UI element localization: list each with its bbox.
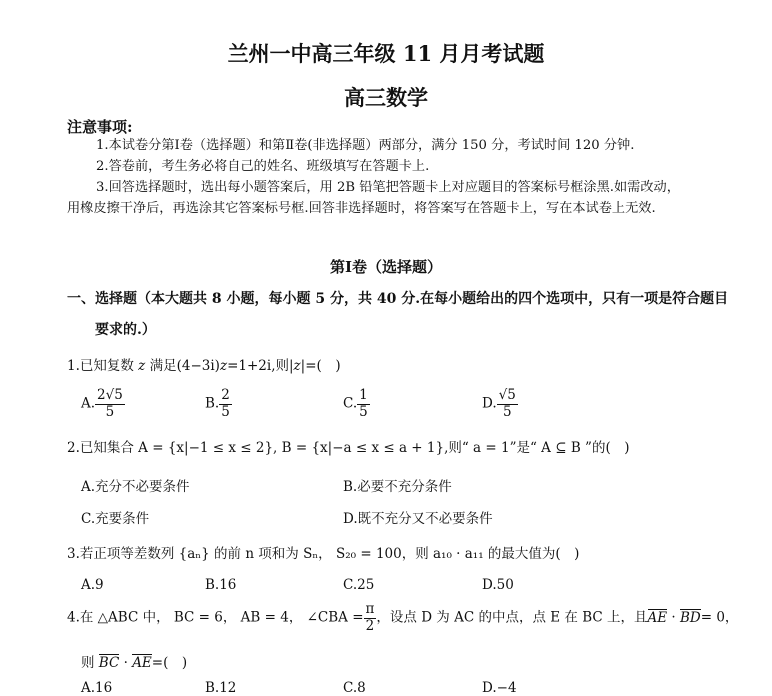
q4-option-d: D.−4: [482, 680, 517, 696]
q4-option-b: B.12: [205, 680, 237, 696]
notice-item-1: 1.本试卷分第Ⅰ卷（选择题）和第Ⅱ卷(非选择题）两部分，满分 150 分，考试时间 120 分钟.: [96, 138, 635, 153]
q3-option-c: C.25: [343, 577, 375, 593]
q1-option-a: A. $\frac{2√5}{5}$: [81, 387, 123, 420]
q2-option-d: D.既不充分又不必要条件: [343, 511, 493, 527]
q3-option-d: D.50: [482, 577, 514, 593]
notice-item-2: 2.答卷前，考生务必将自己的姓名、班级填写在答题卡上.: [96, 159, 430, 174]
notice-item-3: 3.回答选择题时，选出每小题答案后，用 2B 铅笔把答题卡上对应题目的答案标号框涂黑.如需改动，: [96, 180, 680, 195]
q2-option-b: B.必要不充分条件: [343, 479, 452, 495]
section-title: 第Ⅰ卷（选择题）: [329, 258, 443, 276]
exam-title: 兰州一中高三年级 11 月月考试题: [227, 41, 545, 66]
q3-option-b: B.16: [205, 577, 237, 593]
q1-option-b: B. $\frac{2}{5}$: [205, 387, 230, 420]
exam-subject: 高三数学: [344, 85, 428, 110]
q2-option-c: C.充要条件: [81, 511, 150, 527]
q4-option-c: C.8: [343, 680, 366, 696]
question-4: 4.在 △ABC 中， BC = 6， AB = 4， ∠CBA = $\frac{\pi}{2}$ ，设点 D 为 AC 的中点，点 E 在 BC 上，且AE · BD= 0，: [67, 601, 739, 634]
question-4-cont: 则 BC · AE=( ): [81, 655, 188, 671]
q2-option-a: A.充分不必要条件: [81, 479, 190, 495]
q4-option-a: A.16: [81, 680, 113, 696]
question-2: 2.已知集合 A = {x|−1 ≤ x ≤ 2}, B = {x|−a ≤ x ≤ a + 1},则“ a = 1”是“ A ⊆ B ”的( ): [67, 440, 630, 456]
q1-option-c: C. $\frac{1}{5}$: [343, 387, 368, 420]
part-instructions-cont: 要求的.）: [95, 322, 156, 338]
question-3: 3.若正项等差数列 {aₙ} 的前 n 项和为 Sₙ， S₂₀ = 100，则 a₁₀ · a₁₁ 的最大值为( ): [67, 546, 580, 562]
part-instructions: 一、选择题（本大题共 8 小题，每小题 5 分，共 40 分.在每小题给出的四个选项中，只有一项是符合题目: [67, 291, 729, 307]
q1-option-d: D. $\frac{√5}{5}$: [482, 387, 516, 420]
q3-option-a: A.9: [81, 577, 104, 593]
question-1: 1.已知复数 z 满足(4−3i)z=1+2i,则|z|=( ): [67, 358, 341, 374]
notice-heading: 注意事项:: [67, 118, 133, 136]
notice-item-3-cont: 用橡皮擦干净后，再选涂其它答案标号框.回答非选择题时，将答案写在答题卡上，写在本试卷上无效.: [67, 201, 656, 216]
